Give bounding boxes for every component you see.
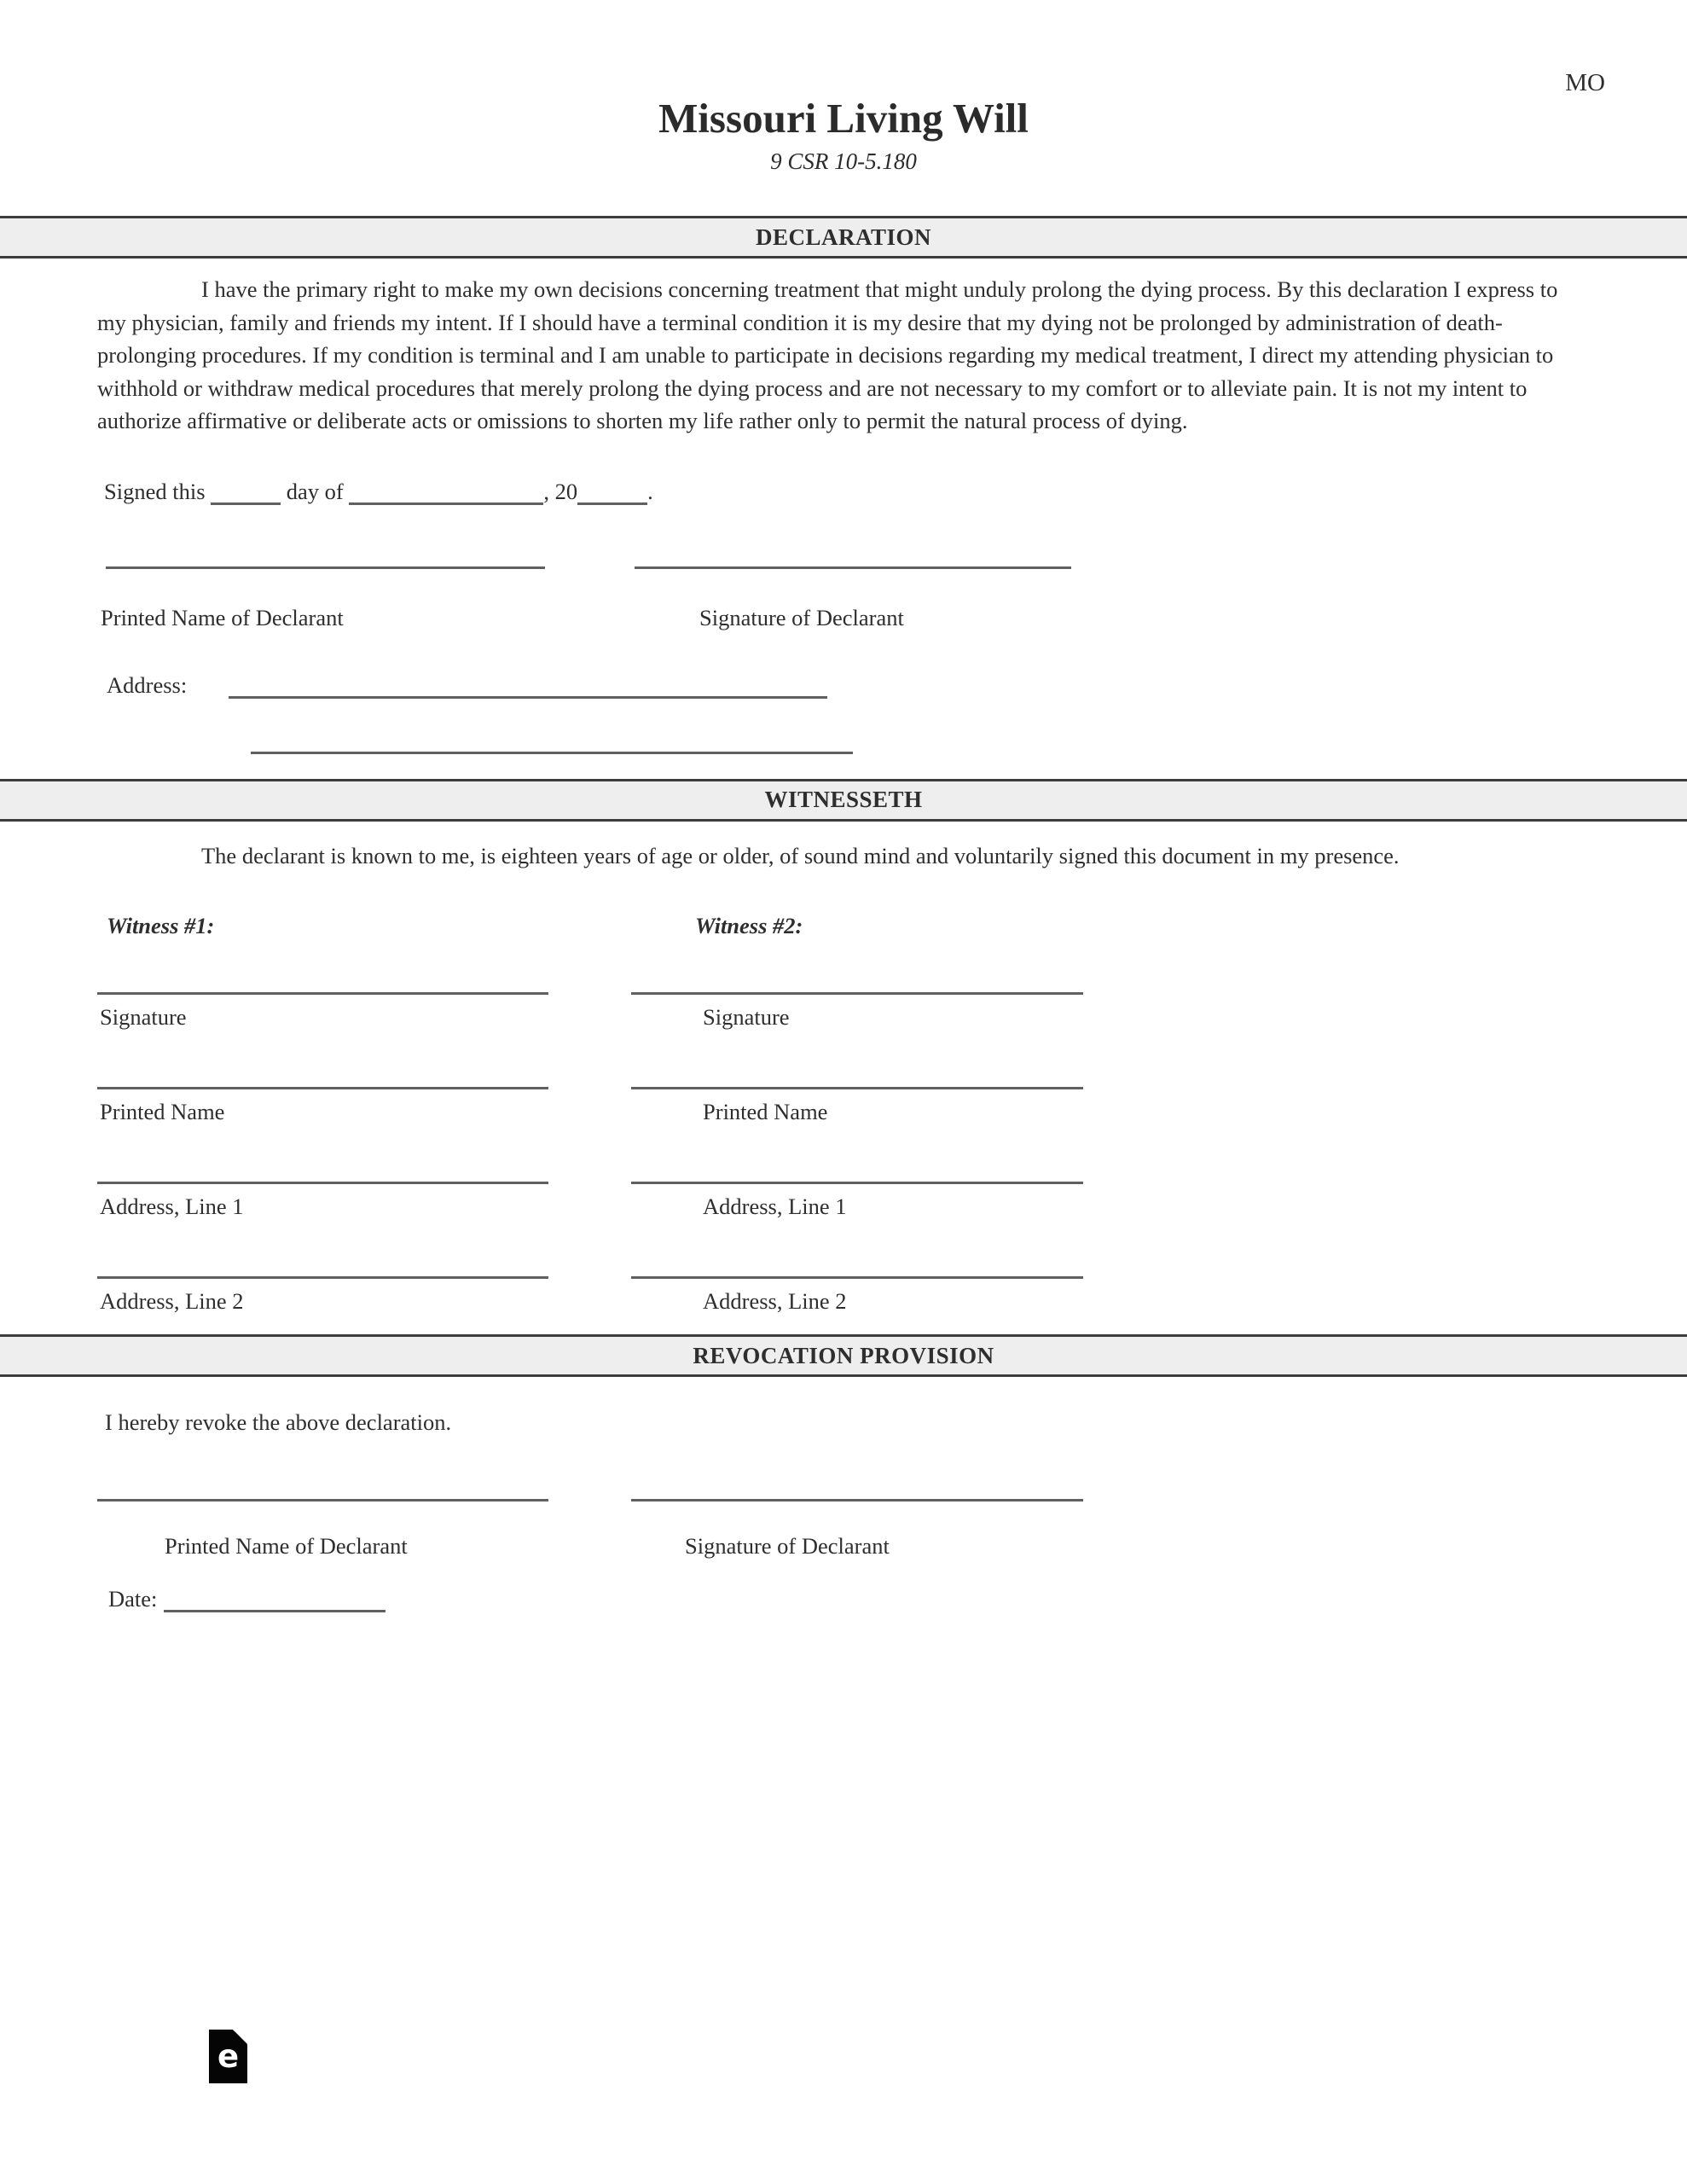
signed-end-text: . (647, 478, 653, 504)
section-header-declaration: DECLARATION (0, 216, 1687, 258)
witness1-address-line-2[interactable] (97, 1276, 548, 1279)
witness1-address1-label: Address, Line 1 (100, 1194, 244, 1219)
signed-date-row (97, 479, 1590, 505)
declarant-address-row-2 (97, 752, 1590, 754)
witness2-printed-name-label: Printed Name (703, 1099, 828, 1124)
witness2-address-line-1[interactable] (631, 1182, 1083, 1184)
declarant-signature-line-row (97, 566, 1590, 569)
revocation-date-row (97, 1586, 1590, 1612)
statute-reference: 9 CSR 10-5.180 (770, 148, 917, 174)
signed-middle-text: day of (286, 478, 344, 504)
revocation-signature-line-row (97, 1499, 1590, 1502)
declarant-signature-line[interactable] (635, 566, 1071, 569)
witness2-address1-label: Address, Line 1 (703, 1194, 847, 1219)
declarant-printed-name-label: Printed Name of Declarant (101, 604, 344, 630)
witness-printed-name-line-row (97, 1087, 1590, 1089)
witness1-printed-name-line[interactable] (97, 1087, 548, 1089)
declarant-address-line-2[interactable] (251, 752, 853, 754)
revocation-date-field[interactable] (164, 1587, 386, 1612)
declarant-address-line-1[interactable] (229, 673, 827, 699)
section-header-revocation: REVOCATION PROVISION (0, 1334, 1687, 1377)
declarant-address-row (97, 672, 1590, 699)
section-header-witnesseth: WITNESSETH (0, 779, 1687, 822)
witness-address1-line-row (97, 1182, 1590, 1184)
signed-year-prefix-text: , 20 (543, 478, 578, 504)
witness1-signature-label: Signature (100, 1004, 187, 1030)
eforms-logo (209, 2030, 247, 2083)
declarant-signature-label-row (97, 605, 1590, 631)
revocation-signature-label-row (97, 1533, 1590, 1560)
witness-signature-line-row (97, 992, 1590, 995)
witness-address2-label-row (97, 1288, 1590, 1315)
signed-year-field[interactable] (577, 479, 647, 505)
signed-prefix-text: Signed this (104, 478, 206, 504)
date-label: Date: (108, 1586, 158, 1612)
signed-month-field[interactable] (349, 479, 543, 505)
revocation-paragraph: I hereby revoke the above declaration. (105, 1409, 452, 1435)
witness1-label: Witness #1: (107, 913, 215, 938)
witness2-printed-name-line[interactable] (631, 1087, 1083, 1089)
revocation-printed-name-line[interactable] (97, 1499, 548, 1502)
witness-names-row (97, 913, 1590, 939)
declarant-printed-name-line[interactable] (106, 566, 545, 569)
witness2-address2-label: Address, Line 2 (703, 1288, 847, 1314)
page-title: Missouri Living Will (658, 95, 1029, 142)
witness2-signature-line[interactable] (631, 992, 1083, 995)
address-label: Address: (107, 671, 188, 698)
witness1-address2-label: Address, Line 2 (100, 1288, 244, 1314)
state-tag: MO (1565, 69, 1605, 96)
witnesseth-paragraph: The declarant is known to me, is eighteen years of age or older, of sound mind and voluntarily signed this document in my presence. (201, 842, 1400, 868)
witness-signature-label-row (97, 1004, 1590, 1031)
eforms-logo-letter: e (217, 2038, 240, 2075)
witness-address1-label-row (97, 1194, 1590, 1220)
declarant-signature-label: Signature of Declarant (699, 604, 904, 630)
revocation-signature-label: Signature of Declarant (685, 1533, 890, 1559)
witness2-address-line-2[interactable] (631, 1276, 1083, 1279)
witness2-signature-label: Signature (703, 1004, 790, 1030)
witness1-signature-line[interactable] (97, 992, 548, 995)
witness2-label: Witness #2: (695, 913, 803, 938)
witness-printed-name-label-row (97, 1099, 1590, 1125)
signed-day-field[interactable] (211, 479, 281, 505)
revocation-printed-name-label: Printed Name of Declarant (165, 1533, 408, 1559)
declaration-paragraph: I have the primary right to make my own decisions concerning treatment that might unduly prolong the dying process. By this declaration I express to my physician, family and friends my intent. If I should have a terminal condition it is my desire that my dying not be prolonged by administration of death-prolonging procedures. If my condition is terminal and I am unable to participate in decisions regarding my medical treatment, I direct my attending physician to withhold or withdraw medical procedures that merely prolong the dying process and are not necessary to my comfort or to alleviate pain. It is not my intent to authorize affirmative or deliberate acts or omissions to shorten my life rather only to permit the natural process of dying. (97, 276, 1558, 433)
revocation-section (0, 1409, 1687, 1612)
witness-address2-line-row (97, 1276, 1590, 1279)
document-header (0, 0, 1687, 174)
witness1-address-line-1[interactable] (97, 1182, 548, 1184)
revocation-signature-line[interactable] (631, 1499, 1083, 1502)
witnesseth-section (0, 839, 1687, 1316)
witness1-printed-name-label: Printed Name (100, 1099, 225, 1124)
declaration-section (0, 273, 1687, 754)
